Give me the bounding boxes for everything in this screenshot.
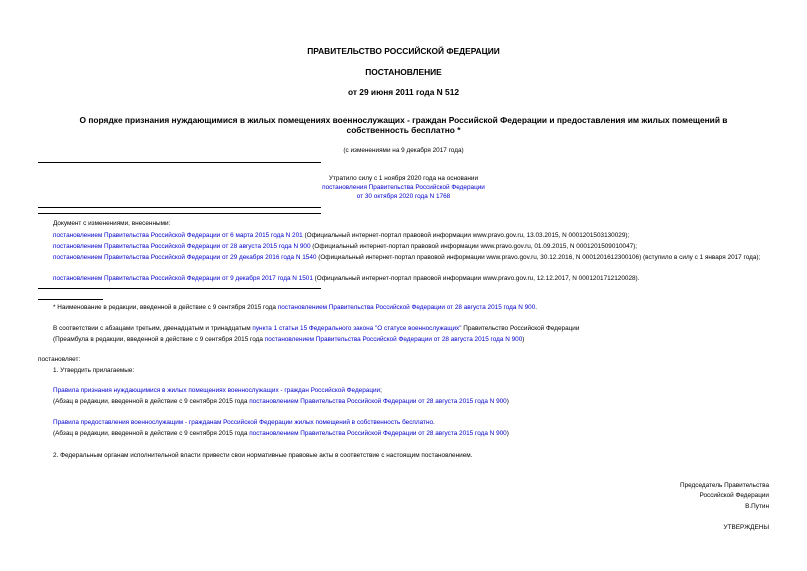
law-link[interactable]: пункта 1 статьи 15 Федерального закона "О статусе военнослужащих" [252,325,462,332]
rules-2-link[interactable]: Правила предоставления военнослужащим - гражданам Российской Федерации жилых помещений в собственность бесплатно [53,419,434,426]
change-item [53,232,629,240]
signature-title: Председатель Правительства [680,482,769,489]
signature-country: Российской Федерации [699,492,769,499]
change-link[interactable]: постановлением Правительства Российской Федерации от 28 августа 2015 года N 900 [53,243,311,250]
item-1: 1. Утвердить прилагаемые: [53,367,135,374]
divider [38,162,321,163]
expired-link[interactable]: постановления Правительства Российской Федерации [322,184,485,191]
abzac-link-1[interactable]: постановлением Правительства Российской Федерации от 28 августа 2015 года N 900 [249,398,507,405]
signature-name: В.Путин [745,503,769,510]
divider [38,288,321,289]
abzac-edition-2: (Абзац в редакции, введенной в действие с 9 сентября 2015 года постановлением Правительства Российской Федерации от 28 августа 2015 года N 900) [53,430,509,437]
abzac-edition-1: (Абзац в редакции, введенной в действие с 9 сентября 2015 года постановлением Правительства Российской Федерации от 28 августа 2015 года N 900) [53,398,509,405]
changes-intro: Документ с изменениями, внесенными: [53,220,171,227]
footnote: * Наименование в редакции, введенной в действие с 9 сентября 2015 года постановлением Правительства Российской Федерации от 28 августа 2015 года N 900. [53,304,538,311]
change-source: (Официальный интернет-портал правовой информации www.pravo.gov.ru, 30.12.2016, N 0001201612300106) (вступило в силу с 1 января 2017 года); [316,254,761,261]
government-heading: ПРАВИТЕЛЬСТВО РОССИЙСКОЙ ФЕДЕРАЦИИ [307,46,500,56]
preamble: В соответствии с абзацами третьим, двенадцатым и тринадцатым пункта 1 статьи 15 Федерального закона "О статусе военнослужащих" Правительство Российской Федерации [53,325,580,332]
document-date-number: от 29 июня 2011 года N 512 [347,87,460,97]
divider [38,213,321,214]
expired-link-date[interactable]: от 30 октября 2020 года N 1768 [356,193,451,200]
document-title: О порядке признания нуждающимися в жилых помещениях военнослужащих - граждан Российской Федерации и предоставления им жилых помещений в собственность бесплатно * [79,115,728,135]
change-item [53,275,639,283]
amendments-note: (с изменениями на 9 декабря 2017 года) [343,147,464,154]
item-2: 2. Федеральным органам исполнительной власти привести свои нормативные правовые акты в соответствие с настоящим постановлением. [53,452,473,459]
change-item [53,243,637,251]
preamble-edition: (Преамбула в редакции, введенной в действие с 9 сентября 2015 года постановлением Правительства Российской Федерации от 28 августа 2015 года N 900) [53,336,525,343]
change-source: (Официальный интернет-портал правовой информации www.pravo.gov.ru, 13.03.2015, N 0001201503130029); [302,232,630,239]
change-link[interactable]: постановлением Правительства Российской Федерации от 29 декабря 2016 года N 1540 [53,254,317,261]
abzac-link-2[interactable]: постановлением Правительства Российской Федерации от 28 августа 2015 года N 900 [249,430,507,437]
document-type-heading: ПОСТАНОВЛЕНИЕ [365,67,442,77]
change-source: (Официальный интернет-портал правовой информации www.pravo.gov.ru, 12.12.2017, N 0001201712120028). [312,275,640,282]
footnote-link[interactable]: постановлением Правительства Российской Федерации от 28 августа 2015 года N 900 [277,304,536,311]
footnote-divider [38,299,103,300]
edition-link[interactable]: постановлением Правительства Российской Федерации от 28 августа 2015 года N 900 [264,336,523,343]
change-link[interactable]: постановлением Правительства Российской Федерации от 6 марта 2015 года N 201 [53,232,303,239]
resolves-text: постановляет: [38,356,81,363]
rules-1-link[interactable]: Правила признания нуждающимися в жилых помещениях военнослужащих - граждан Российской Федерации [53,387,381,394]
approved-label: УТВЕРЖДЕНЫ [723,524,769,531]
change-item [53,254,771,262]
change-source: (Официальный интернет-портал правовой информации www.pravo.gov.ru, 01.09.2015, N 0001201509010047); [310,243,638,250]
expired-notice: Утратило силу с 1 ноября 2020 года на основании [328,175,479,182]
rules-2: Правила предоставления военнослужащим - гражданам Российской Федерации жилых помещений в собственность бесплатно. [53,419,435,426]
divider [38,207,321,208]
rules-1: Правила признания нуждающимися в жилых помещениях военнослужащих - граждан Российской Федерации; [53,387,382,394]
change-link[interactable]: постановлением Правительства Российской Федерации от 9 декабря 2017 года N 1501 [53,275,313,282]
